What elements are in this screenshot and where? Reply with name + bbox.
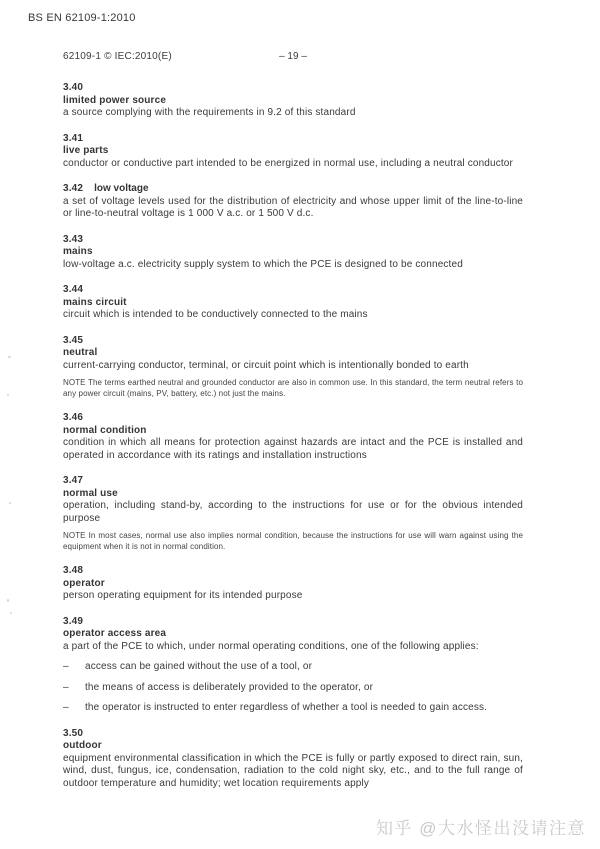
definition-number: 3.41 [63,132,84,144]
definition-body: operation, including stand-by, according to the instructions for use or for the obvious intended purpose [63,500,523,524]
definition-number: 3.46 [63,412,84,423]
list-item [63,661,523,674]
definition-body: a part of the PCE to which, under normal operating conditions, one of the following applies: [63,640,479,652]
definition-term: normal condition [63,424,147,436]
definition-number: 3.49 [63,615,84,627]
definition-term: limited power source [63,94,167,106]
definition-body: person operating equipment for its intended purpose [63,590,303,601]
definition-number: 3.43 [63,233,84,245]
definition-term: operator [63,577,105,589]
scan-speck [7,394,9,396]
standard-reference: BS EN 62109-1:2010 [28,12,136,24]
definition-note: NOTE In most cases, normal use also implies normal condition, because the instructions for use will warn against using the equipment when it is not in normal condition. [63,531,523,551]
definition-3-41 [63,133,523,171]
definition-3-40 [63,82,523,120]
definition-term: mains circuit [63,296,127,308]
definition-3-49 [63,616,523,715]
definition-body: condition in which all means for protection against hazards are intact and the PCE is installed and operated in accordance with its ratings and installation instructions [63,437,523,461]
definition-3-50 [63,728,523,791]
watermark: 知乎 @大水怪出没请注意 [376,819,586,838]
definition-body: low-voltage a.c. electricity supply system to which the PCE is designed to be connected [63,258,463,270]
definition-3-42 [63,183,523,221]
definition-body: current-carrying conductor, terminal, or circuit point which is intentionally bonded to earth [63,359,469,371]
list-item [63,682,523,695]
definition-number: 3.45 [63,334,84,346]
definition-term: normal use [63,487,118,499]
definition-body: a source complying with the requirements in 9.2 of this standard [63,107,356,118]
running-header [63,51,523,62]
definition-term: mains [63,246,93,257]
definition-3-43 [63,234,523,272]
definition-body: equipment environmental classification in which the PCE is fully or partly exposed to direct rain, sun, wind, dust, fungus, ice, condensation, radiation to the cold night sky, etc., and to the full range of outdoor temperature and humidity; wet location requirements apply [63,752,523,789]
dash-list-marker: – [63,661,69,672]
scan-speck [9,502,11,504]
list-item-text: the operator is instructed to enter regardless of whether a tool is needed to gain access. [85,702,488,713]
definition-note: NOTE The terms earthed neutral and grounded conductor are also in common use. In this standard, the term neutral refers to any power circuit (mains, PV, battery, etc.) not just the mains. [63,378,523,398]
definition-bullet-list [63,661,523,715]
scan-speck [10,612,12,614]
definition-term: low voltage [94,183,149,194]
definition-3-48 [63,565,523,603]
definition-body: circuit which is intended to be conductively connected to the mains [63,309,368,320]
definition-number: 3.44 [63,284,84,295]
definition-number: 3.48 [63,565,84,576]
definition-number: 3.42 [63,183,84,194]
definition-number: 3.50 [63,727,84,739]
list-item-text: the means of access is deliberately provided to the operator, or [85,681,374,693]
page-number: – 19 – [279,51,307,62]
definition-number: 3.40 [63,82,84,93]
dash-list-marker: – [63,702,69,713]
definition-3-47 [63,475,523,552]
definition-heading [63,183,523,196]
dash-list-marker: – [63,681,69,693]
definition-number: 3.47 [63,475,84,486]
definition-body: conductor or conductive part intended to be energized in normal use, including a neutral conductor [63,157,513,169]
scan-speck [8,356,11,358]
definition-term: operator access area [63,628,167,639]
list-item-text: access can be gained without the use of a tool, or [85,661,313,672]
definition-term: neutral [63,347,98,358]
definition-3-44 [63,284,523,322]
definitions-list [63,82,523,803]
definition-3-46 [63,412,523,462]
scan-speck [7,599,9,602]
definition-3-45 [63,335,523,400]
definition-term: live parts [63,145,109,156]
list-item [63,702,523,715]
definition-term: outdoor [63,740,102,751]
document-reference: 62109-1 © IEC:2010(E) [63,51,172,62]
definition-body: a set of voltage levels used for the distribution of electricity and whose upper limit of the line-to-line or line-to-neutral voltage is 1 000 V a.c. or 1 500 V d.c. [63,195,523,219]
